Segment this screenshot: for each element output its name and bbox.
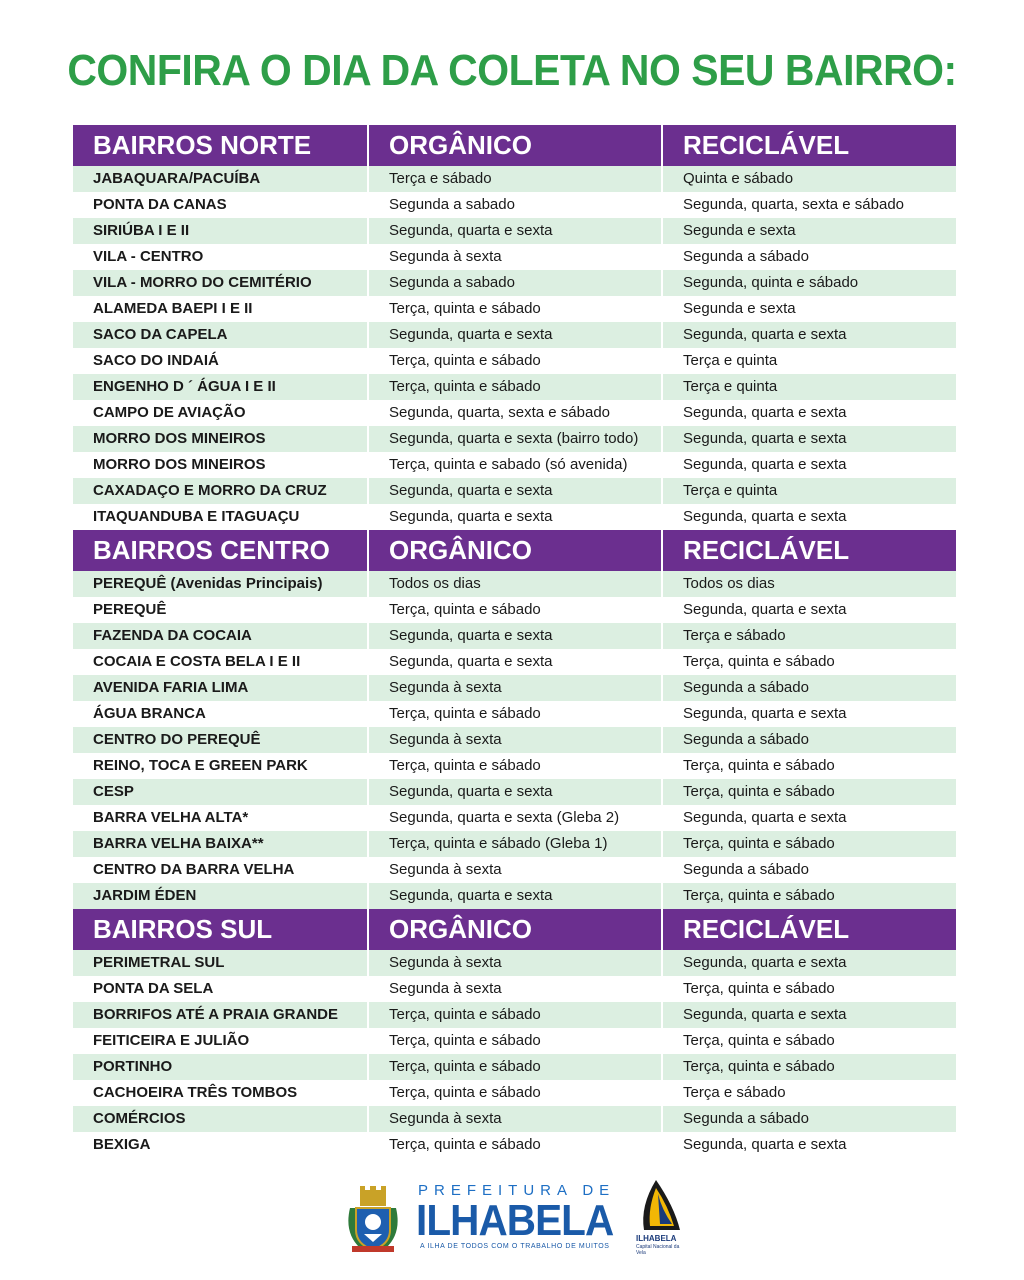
neighborhood-cell: SACO DO INDAIÁ <box>93 352 219 369</box>
section-header <box>73 909 956 950</box>
organic-days-cell: Todos os dias <box>367 571 661 597</box>
sail-logo-name: ILHABELA <box>636 1234 677 1243</box>
table-row <box>73 571 956 597</box>
neighborhood-cell: ENGENHO D ´ ÁGUA I E II <box>93 378 276 395</box>
organic-days-cell: Segunda à sexta <box>367 244 661 270</box>
table-row <box>73 1106 956 1132</box>
table-row <box>73 270 956 296</box>
table-row <box>73 504 956 530</box>
organic-days-cell: Terça, quinta e sábado <box>367 1132 661 1158</box>
neighborhood-cell: ITAQUANDUBA E ITAGUAÇU <box>93 508 300 525</box>
organic-days-cell: Segunda à sexta <box>367 1106 661 1132</box>
recyclable-days-cell: Terça, quinta e sábado <box>661 779 956 805</box>
organic-days-cell: Terça, quinta e sábado <box>367 1054 661 1080</box>
table-row <box>73 296 956 322</box>
table-row <box>73 1080 956 1106</box>
recyclable-days-cell: Terça, quinta e sábado <box>661 1054 956 1080</box>
header-organic: ORGÂNICO <box>367 125 661 166</box>
neighborhood-cell: COCAIA E COSTA BELA I E II <box>93 653 301 670</box>
recyclable-days-cell: Quinta e sábado <box>661 166 956 192</box>
neighborhood-cell: PEREQUÊ (Avenidas Principais) <box>93 575 323 592</box>
recyclable-days-cell: Terça e quinta <box>661 348 956 374</box>
table-row <box>73 976 956 1002</box>
recyclable-days-cell: Terça, quinta e sábado <box>661 976 956 1002</box>
table-row <box>73 779 956 805</box>
table-row <box>73 883 956 909</box>
organic-days-cell: Segunda à sexta <box>367 727 661 753</box>
organic-days-cell: Segunda a sabado <box>367 270 661 296</box>
table-row <box>73 1054 956 1080</box>
neighborhood-cell: BARRA VELHA ALTA* <box>93 809 249 826</box>
recyclable-days-cell: Segunda, quarta e sexta <box>661 805 956 831</box>
organic-days-cell: Segunda, quarta e sexta <box>367 218 661 244</box>
neighborhood-cell: PONTA DA CANAS <box>93 196 227 213</box>
neighborhood-cell: ÁGUA BRANCA <box>93 705 206 722</box>
neighborhood-cell: MORRO DOS MINEIROS <box>93 430 266 447</box>
organic-days-cell: Segunda a sabado <box>367 192 661 218</box>
organic-days-cell: Segunda, quarta e sexta (Gleba 2) <box>367 805 661 831</box>
organic-days-cell: Terça, quinta e sábado <box>367 753 661 779</box>
table-row <box>73 1028 956 1054</box>
recyclable-days-cell: Segunda a sábado <box>661 675 956 701</box>
neighborhood-cell: PONTA DA SELA <box>93 980 214 997</box>
neighborhood-cell: MORRO DOS MINEIROS <box>93 456 266 473</box>
table-row <box>73 426 956 452</box>
neighborhood-cell: CESP <box>93 783 134 800</box>
recyclable-days-cell: Terça e quinta <box>661 478 956 504</box>
table-row <box>73 753 956 779</box>
city-name: ILHABELA <box>416 1196 614 1245</box>
recyclable-days-cell: Terça, quinta e sábado <box>661 649 956 675</box>
recyclable-days-cell: Segunda, quarta e sexta <box>661 400 956 426</box>
recyclable-days-cell: Segunda, quarta e sexta <box>661 426 956 452</box>
recyclable-days-cell: Segunda e sexta <box>661 296 956 322</box>
table-row <box>73 192 956 218</box>
recyclable-days-cell: Segunda a sábado <box>661 244 956 270</box>
recyclable-days-cell: Segunda e sexta <box>661 218 956 244</box>
recyclable-days-cell: Segunda, quarta e sexta <box>661 950 956 976</box>
table-row <box>73 701 956 727</box>
organic-days-cell: Terça e sábado <box>367 166 661 192</box>
sail-logo-subtitle: Capital Nacional da Vela <box>636 1244 680 1256</box>
organic-days-cell: Terça, quinta e sábado <box>367 374 661 400</box>
organic-days-cell: Segunda, quarta e sexta <box>367 779 661 805</box>
neighborhood-cell: JARDIM ÉDEN <box>93 887 197 904</box>
schedule-table <box>73 125 956 1158</box>
neighborhood-cell: CAMPO DE AVIAÇÃO <box>93 404 246 421</box>
table-row <box>73 623 956 649</box>
page-title: CONFIRA O DIA DA COLETA NO SEU BAIRRO: <box>67 46 957 95</box>
table-row <box>73 950 956 976</box>
recyclable-days-cell: Segunda, quarta e sexta <box>661 1002 956 1028</box>
neighborhood-cell: SACO DA CAPELA <box>93 326 228 343</box>
organic-days-cell: Segunda, quarta e sexta <box>367 883 661 909</box>
neighborhood-cell: VILA - MORRO DO CEMITÉRIO <box>93 274 312 291</box>
organic-days-cell: Terça, quinta e sábado <box>367 348 661 374</box>
organic-days-cell: Terça, quinta e sábado <box>367 701 661 727</box>
table-row <box>73 1132 956 1158</box>
section-header <box>73 125 956 166</box>
table-row <box>73 649 956 675</box>
recyclable-days-cell: Todos os dias <box>661 571 956 597</box>
recyclable-days-cell: Segunda, quarta e sexta <box>661 701 956 727</box>
neighborhood-cell: FEITICEIRA E JULIÃO <box>93 1032 250 1049</box>
recyclable-days-cell: Terça, quinta e sábado <box>661 1028 956 1054</box>
organic-days-cell: Segunda à sexta <box>367 675 661 701</box>
organic-days-cell: Segunda à sexta <box>367 976 661 1002</box>
section-header <box>73 530 956 571</box>
neighborhood-cell: CENTRO DA BARRA VELHA <box>93 861 295 878</box>
recyclable-days-cell: Terça e sábado <box>661 1080 956 1106</box>
organic-days-cell: Segunda à sexta <box>367 857 661 883</box>
table-row <box>73 374 956 400</box>
header-organic: ORGÂNICO <box>367 909 661 950</box>
neighborhood-cell: VILA - CENTRO <box>93 248 204 265</box>
neighborhood-cell: ALAMEDA BAEPI I E II <box>93 300 253 317</box>
neighborhood-cell: CAXADAÇO E MORRO DA CRUZ <box>93 482 327 499</box>
organic-days-cell: Terça, quinta e sábado <box>367 296 661 322</box>
recyclable-days-cell: Segunda a sábado <box>661 727 956 753</box>
table-row <box>73 831 956 857</box>
city-tagline: A ILHA DE TODOS COM O TRABALHO DE MUITOS <box>420 1243 610 1250</box>
table-row <box>73 348 956 374</box>
header-recyclable: RECICLÁVEL <box>661 909 956 950</box>
neighborhood-cell: PEREQUÊ <box>93 601 167 618</box>
recyclable-days-cell: Terça, quinta e sábado <box>661 753 956 779</box>
neighborhood-cell: CENTRO DO PEREQUÊ <box>93 731 261 748</box>
recyclable-days-cell: Segunda, quinta e sábado <box>661 270 956 296</box>
recyclable-days-cell: Terça e sábado <box>661 623 956 649</box>
header-region: BAIRROS CENTRO <box>93 535 330 565</box>
table-row <box>73 857 956 883</box>
organic-days-cell: Segunda, quarta e sexta <box>367 322 661 348</box>
table-row <box>73 400 956 426</box>
recyclable-days-cell: Segunda, quarta e sexta <box>661 322 956 348</box>
organic-days-cell: Terça, quinta e sábado <box>367 1080 661 1106</box>
table-row <box>73 218 956 244</box>
neighborhood-cell: BARRA VELHA BAIXA** <box>93 835 264 852</box>
city-crest-icon <box>340 1178 406 1256</box>
neighborhood-cell: SIRIÚBA I E II <box>93 222 190 239</box>
recyclable-days-cell: Segunda, quarta, sexta e sábado <box>661 192 956 218</box>
table-row <box>73 597 956 623</box>
organic-days-cell: Segunda, quarta, sexta e sábado <box>367 400 661 426</box>
recyclable-days-cell: Segunda, quarta e sexta <box>661 597 956 623</box>
neighborhood-cell: PORTINHO <box>93 1058 173 1075</box>
neighborhood-cell: AVENIDA FARIA LIMA <box>93 679 249 696</box>
recyclable-days-cell: Segunda a sábado <box>661 857 956 883</box>
table-row <box>73 244 956 270</box>
table-row <box>73 478 956 504</box>
organic-days-cell: Segunda, quarta e sexta <box>367 623 661 649</box>
header-recyclable: RECICLÁVEL <box>661 530 956 571</box>
recyclable-days-cell: Segunda, quarta e sexta <box>661 452 956 478</box>
organic-days-cell: Segunda, quarta e sexta (bairro todo) <box>367 426 661 452</box>
sailboat-icon <box>634 1178 686 1240</box>
recyclable-days-cell: Segunda a sábado <box>661 1106 956 1132</box>
table-row <box>73 452 956 478</box>
table-row <box>73 322 956 348</box>
neighborhood-cell: FAZENDA DA COCAIA <box>93 627 252 644</box>
table-row <box>73 675 956 701</box>
header-recyclable: RECICLÁVEL <box>661 125 956 166</box>
table-row <box>73 166 956 192</box>
footer-logo <box>340 1178 690 1258</box>
neighborhood-cell: CACHOEIRA TRÊS TOMBOS <box>93 1084 298 1101</box>
neighborhood-cell: BORRIFOS ATÉ A PRAIA GRANDE <box>93 1006 339 1023</box>
organic-days-cell: Terça, quinta e sabado (só avenida) <box>367 452 661 478</box>
recyclable-days-cell: Segunda, quarta e sexta <box>661 504 956 530</box>
neighborhood-cell: COMÉRCIOS <box>93 1110 186 1127</box>
neighborhood-cell: JABAQUARA/PACUÍBA <box>93 170 261 187</box>
recyclable-days-cell: Segunda, quarta e sexta <box>661 1132 956 1158</box>
table-row <box>73 805 956 831</box>
recyclable-days-cell: Terça, quinta e sábado <box>661 831 956 857</box>
organic-days-cell: Segunda, quarta e sexta <box>367 504 661 530</box>
organic-days-cell: Terça, quinta e sábado <box>367 1002 661 1028</box>
recyclable-days-cell: Terça e quinta <box>661 374 956 400</box>
header-region: BAIRROS SUL <box>93 914 273 944</box>
neighborhood-cell: BEXIGA <box>93 1136 151 1153</box>
neighborhood-cell: PERIMETRAL SUL <box>93 954 225 971</box>
recyclable-days-cell: Terça, quinta e sábado <box>661 883 956 909</box>
organic-days-cell: Segunda à sexta <box>367 950 661 976</box>
header-region: BAIRROS NORTE <box>93 130 312 160</box>
table-row <box>73 1002 956 1028</box>
prefeitura-label: PREFEITURA DE <box>418 1182 616 1199</box>
organic-days-cell: Terça, quinta e sábado <box>367 597 661 623</box>
organic-days-cell: Segunda, quarta e sexta <box>367 478 661 504</box>
organic-days-cell: Terça, quinta e sábado (Gleba 1) <box>367 831 661 857</box>
header-organic: ORGÂNICO <box>367 530 661 571</box>
organic-days-cell: Terça, quinta e sábado <box>367 1028 661 1054</box>
table-row <box>73 727 956 753</box>
organic-days-cell: Segunda, quarta e sexta <box>367 649 661 675</box>
neighborhood-cell: REINO, TOCA E GREEN PARK <box>93 757 308 774</box>
